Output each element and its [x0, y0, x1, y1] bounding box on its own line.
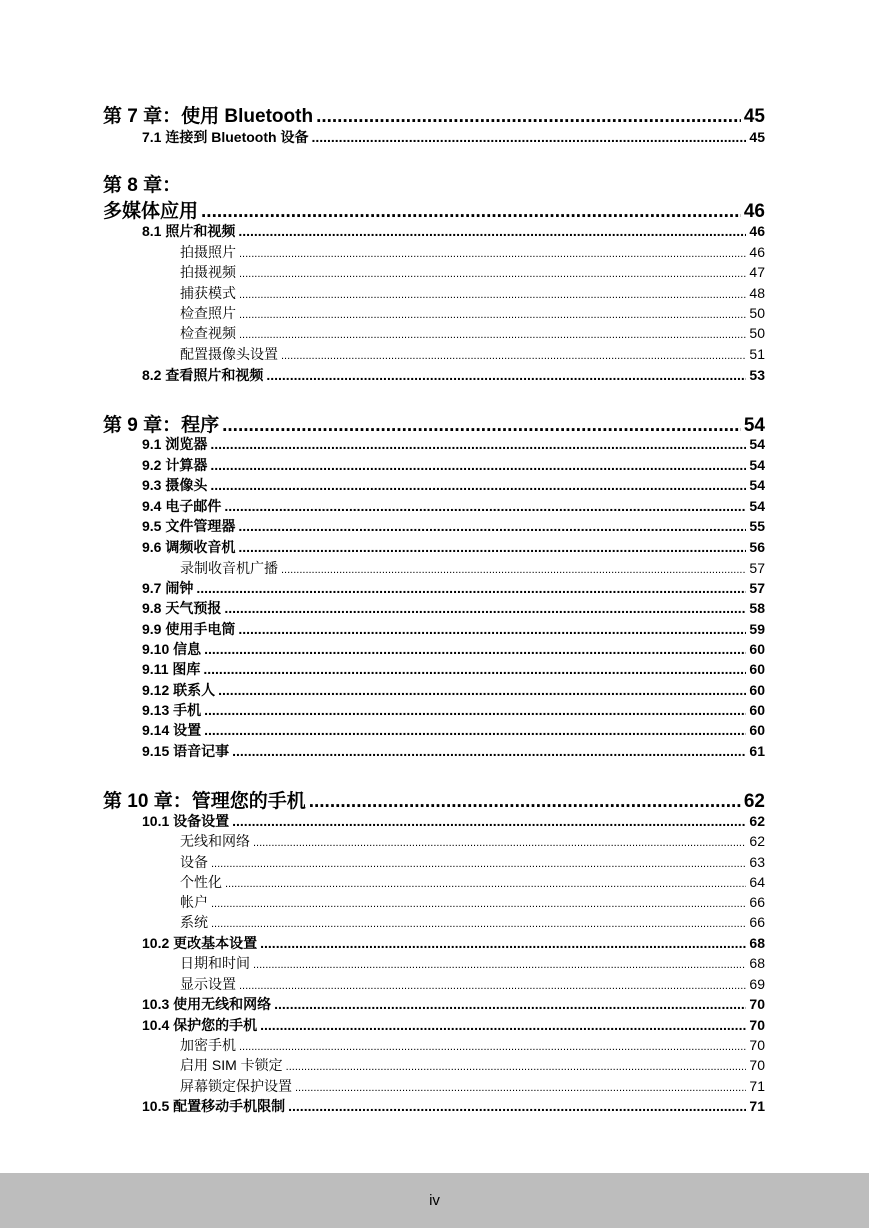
toc-entry-title: 加密手机 [180, 1037, 236, 1053]
dot-leader [201, 201, 741, 223]
toc-entry-page: 70 [749, 1017, 765, 1033]
toc-entry-title: 9.12 联系人 [142, 682, 216, 698]
toc-entry-title: 9.9 使用手电筒 [142, 621, 236, 637]
toc-entry-title: 10.1 设备设置 [142, 813, 230, 829]
toc-entry-title: 9.6 调频收音机 [142, 539, 236, 555]
toc-entry-chapter[interactable] [103, 196, 765, 223]
dot-leader [238, 223, 746, 239]
toc-chapter-heading: 第 8 章： [103, 175, 182, 196]
dot-leader [239, 1037, 746, 1053]
toc-entry-title: 9.4 电子邮件 [142, 498, 222, 514]
dot-leader [232, 743, 746, 759]
toc-entry-title: 第 9 章：程序 [103, 415, 220, 436]
dot-leader [224, 600, 746, 616]
dot-leader [210, 436, 746, 452]
dot-leader [239, 305, 746, 321]
toc-entry-page: 46 [749, 244, 765, 260]
toc-entry-title: 设备 [180, 854, 208, 870]
toc-entry-title: 10.4 保护您的手机 [142, 1017, 258, 1033]
toc-entry-title: 帐户 [180, 894, 208, 910]
dot-leader [238, 621, 746, 637]
toc-entry-sub[interactable] [180, 323, 765, 343]
toc-entry-page: 50 [749, 305, 765, 321]
toc-entry-sec[interactable] [142, 221, 765, 241]
toc-entry-title: 9.1 浏览器 [142, 436, 208, 452]
toc-entry-sub[interactable] [180, 912, 765, 932]
toc-entry-sec[interactable] [142, 619, 765, 639]
dot-leader [211, 894, 746, 910]
dot-leader [295, 1078, 746, 1094]
toc-entry-title: 系统 [180, 914, 208, 930]
toc-entry-sub[interactable] [180, 262, 765, 282]
toc-entry-sec[interactable] [142, 680, 765, 700]
toc-entry-chapter[interactable] [103, 410, 765, 437]
toc-entry-sec[interactable] [142, 127, 765, 147]
dot-leader [266, 367, 746, 383]
toc-entry-page: 58 [749, 600, 765, 616]
dot-leader [281, 346, 746, 362]
dot-leader [204, 722, 746, 738]
toc-entry-page: 66 [749, 914, 765, 930]
toc-entry-page: 70 [749, 1057, 765, 1073]
toc-entry-sec[interactable] [142, 475, 765, 495]
toc-entry-page: 57 [749, 580, 765, 596]
toc-entry-title: 拍摄照片 [180, 244, 236, 260]
dot-leader [260, 935, 746, 951]
toc-entry-title: 检查照片 [180, 305, 236, 321]
toc-entry-title: 检查视频 [180, 325, 236, 341]
dot-leader [211, 854, 746, 870]
toc-entry-sub[interactable] [180, 1055, 765, 1075]
toc-entry-title: 9.8 天气预报 [142, 600, 222, 616]
toc-entry-page: 54 [749, 436, 765, 452]
toc-entry-page: 46 [743, 201, 765, 222]
toc-entry-title: 9.15 语音记事 [142, 743, 230, 759]
toc-entry-page: 71 [749, 1098, 765, 1114]
toc-entry-page: 69 [749, 976, 765, 992]
toc-entry-title: 无线和网络 [180, 833, 250, 849]
toc-entry-sec[interactable] [142, 455, 765, 475]
toc-entry-title: 启用 SIM 卡锁定 [180, 1057, 283, 1073]
toc-entry-page: 68 [749, 935, 765, 951]
toc-entry-title: 8.1 照片和视频 [142, 223, 236, 239]
toc-entry-sub[interactable] [180, 303, 765, 323]
toc-entry-page: 60 [749, 682, 765, 698]
toc-entry-title: 录制收音机广播 [180, 560, 278, 576]
toc-entry-sec[interactable] [142, 994, 765, 1014]
toc-entry-page: 63 [749, 854, 765, 870]
toc-entry-sec[interactable] [142, 578, 765, 598]
toc-entry-sub[interactable] [180, 872, 765, 892]
dot-leader [211, 914, 746, 930]
toc-entry-sub[interactable] [180, 344, 765, 364]
dot-leader [260, 1017, 746, 1033]
toc-entry-page: 62 [749, 813, 765, 829]
toc-entry-sec[interactable] [142, 639, 765, 659]
dot-leader [281, 560, 746, 576]
toc-entry-sub[interactable] [180, 852, 765, 872]
dot-leader [274, 996, 746, 1012]
dot-leader [316, 106, 741, 128]
toc-entry-sec[interactable] [142, 434, 765, 454]
toc-entry-page: 54 [749, 477, 765, 493]
toc-entry-page: 70 [749, 996, 765, 1012]
toc-entry-page: 57 [749, 560, 765, 576]
dot-leader [225, 874, 746, 890]
toc-entry-page: 68 [749, 955, 765, 971]
dot-leader [238, 518, 746, 534]
toc-entry-page: 54 [749, 498, 765, 514]
dot-leader [210, 477, 746, 493]
toc-entry-sec[interactable] [142, 741, 765, 761]
toc-entry-title: 第 7 章：使用 Bluetooth [103, 106, 314, 127]
dot-leader [253, 955, 746, 971]
toc-entry-title: 日期和时间 [180, 955, 250, 971]
dot-leader [311, 129, 746, 145]
toc-entry-page: 45 [743, 106, 765, 127]
toc-entry-page: 53 [749, 367, 765, 383]
toc-entry-sec[interactable] [142, 1096, 765, 1116]
toc-entry-title: 多媒体应用 [103, 201, 199, 222]
toc-entry-page: 45 [749, 129, 765, 145]
toc-entry-page: 51 [749, 346, 765, 362]
dot-leader [288, 1098, 746, 1114]
toc-entry-sub[interactable] [180, 283, 765, 303]
toc-entry-title: 9.3 摄像头 [142, 477, 208, 493]
toc-entry-sub[interactable] [180, 1035, 765, 1055]
toc-entry-sec[interactable] [142, 659, 765, 679]
toc-entry-page: 62 [749, 833, 765, 849]
dot-leader [239, 976, 746, 992]
toc-entry-title: 第 10 章：管理您的手机 [103, 791, 306, 812]
toc-entry-title: 10.2 更改基本设置 [142, 935, 258, 951]
toc-entry-title: 9.14 设置 [142, 722, 202, 738]
toc-entry-sec[interactable] [142, 365, 765, 385]
dot-leader [210, 457, 746, 473]
dot-leader [218, 682, 746, 698]
toc-entry-sub[interactable] [180, 892, 765, 912]
toc-entry-title: 10.3 使用无线和网络 [142, 996, 272, 1012]
toc-entry-title: 9.7 闹钟 [142, 580, 194, 596]
toc-entry-sec[interactable] [142, 720, 765, 740]
toc-entry-page: 70 [749, 1037, 765, 1053]
toc-entry-sec[interactable] [142, 598, 765, 618]
toc-entry-page: 71 [749, 1078, 765, 1094]
toc-entry-page: 61 [749, 743, 765, 759]
toc-entry-page: 48 [749, 285, 765, 301]
toc-entry-page: 54 [743, 415, 765, 436]
toc-entry-title: 9.13 手机 [142, 702, 202, 718]
toc-entry-sub[interactable] [180, 953, 765, 973]
toc-entry-title: 捕获模式 [180, 285, 236, 301]
toc-entry-title: 9.11 图库 [142, 661, 201, 677]
toc-entry-page: 46 [749, 223, 765, 239]
toc-entry-chapter[interactable] [103, 101, 765, 128]
page-number: iv [429, 1192, 440, 1209]
dot-leader [253, 833, 746, 849]
dot-leader [232, 813, 746, 829]
toc-entry-page: 66 [749, 894, 765, 910]
toc-entry-sub[interactable] [180, 831, 765, 851]
toc-entry-sub[interactable] [180, 974, 765, 994]
dot-leader [239, 325, 746, 341]
toc-entry-sec[interactable] [142, 700, 765, 720]
toc-entry-chapter[interactable] [103, 786, 765, 813]
toc-entry-page: 47 [749, 264, 765, 280]
toc-entry-page: 60 [749, 702, 765, 718]
toc-entry-page: 62 [743, 791, 765, 812]
dot-leader [239, 264, 746, 280]
toc-entry-page: 50 [749, 325, 765, 341]
toc-entry-sub[interactable] [180, 242, 765, 262]
toc-entry-sec[interactable] [142, 537, 765, 557]
dot-leader [224, 498, 746, 514]
toc-entry-page: 59 [749, 621, 765, 637]
toc-entry-title: 9.2 计算器 [142, 457, 208, 473]
dot-leader [238, 539, 746, 555]
toc-entry-page: 60 [749, 641, 765, 657]
dot-leader [204, 702, 746, 718]
dot-leader [239, 285, 746, 301]
toc-entry-title: 个性化 [180, 874, 222, 890]
toc-entry-title: 7.1 连接到 Bluetooth 设备 [142, 129, 309, 145]
toc-entry-sec[interactable] [142, 516, 765, 536]
toc-entry-sec[interactable] [142, 496, 765, 516]
dot-leader [196, 580, 746, 596]
toc-entry-page: 60 [749, 722, 765, 738]
toc-entry-title: 配置摄像头设置 [180, 346, 278, 362]
dot-leader [203, 661, 746, 677]
toc-entry-sec[interactable] [142, 933, 765, 953]
toc-entry-page: 56 [749, 539, 765, 555]
page-footer [0, 1173, 869, 1228]
toc-entry-title: 拍摄视频 [180, 264, 236, 280]
toc-entry-page: 54 [749, 457, 765, 473]
toc-entry-title: 10.5 配置移动手机限制 [142, 1098, 286, 1114]
toc-entry-title: 8.2 查看照片和视频 [142, 367, 264, 383]
toc-entry-title: 9.5 文件管理器 [142, 518, 236, 534]
toc-entry-page: 55 [749, 518, 765, 534]
dot-leader [239, 244, 746, 260]
toc-entry-page: 64 [749, 874, 765, 890]
toc-entry-page: 60 [749, 661, 765, 677]
toc-entry-title: 屏幕锁定保护设置 [180, 1078, 292, 1094]
toc-entry-title: 显示设置 [180, 976, 236, 992]
toc-entry-sec[interactable] [142, 811, 765, 831]
dot-leader [286, 1057, 747, 1073]
dot-leader [204, 641, 746, 657]
toc-entry-sec[interactable] [142, 1015, 765, 1035]
dot-leader [309, 791, 741, 813]
toc-entry-sub[interactable] [180, 1076, 765, 1096]
toc-entry-title: 9.10 信息 [142, 641, 202, 657]
toc-entry-sub[interactable] [180, 558, 765, 578]
